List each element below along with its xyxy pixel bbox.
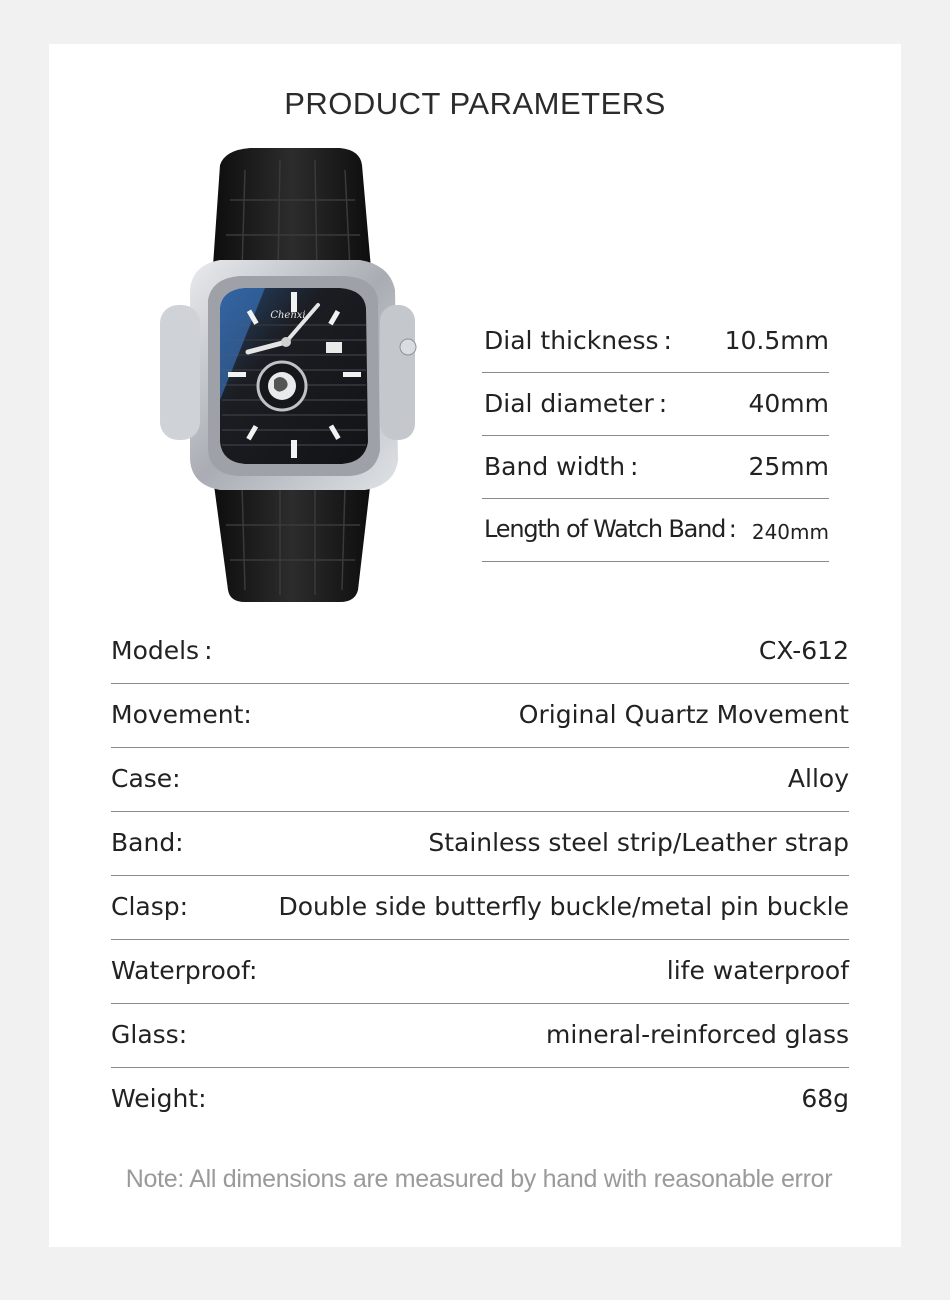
spec-label: Models : xyxy=(111,636,213,665)
dim-label: Band width : xyxy=(484,452,639,481)
spec-label: Glass: xyxy=(111,1020,188,1049)
spec-label: Waterproof: xyxy=(111,956,258,985)
spec-label: Movement: xyxy=(111,700,252,729)
spec-row-case xyxy=(111,748,849,812)
dimensions-list xyxy=(482,310,829,562)
spec-value: life waterproof xyxy=(666,956,849,985)
spec-value: Stainless steel strip/Leather strap xyxy=(428,828,849,857)
spec-value: mineral-reinforced glass xyxy=(546,1020,849,1049)
dim-row-dial-diameter xyxy=(482,373,829,436)
dim-label: Dial diameter : xyxy=(484,389,668,418)
dim-value: 10.5mm xyxy=(724,326,829,355)
spec-row-movement xyxy=(111,684,849,748)
spec-value: Double side butterfly buckle/metal pin buckle xyxy=(278,892,849,921)
spec-value: CX-612 xyxy=(758,636,849,665)
spec-label: Weight: xyxy=(111,1084,207,1113)
dim-row-band-length xyxy=(482,499,829,562)
dim-label: Dial thickness : xyxy=(484,326,672,355)
watch-brand-logo: Chenxi xyxy=(270,310,306,321)
dim-value: 240mm xyxy=(751,520,829,544)
dim-label: Length of Watch Band : xyxy=(484,515,736,543)
spec-value: Alloy xyxy=(787,764,849,793)
spec-row-clasp xyxy=(111,876,849,940)
spec-row-waterproof xyxy=(111,940,849,1004)
spec-label: Clasp: xyxy=(111,892,189,921)
spec-value: 68g xyxy=(801,1084,849,1113)
spec-label: Case: xyxy=(111,764,181,793)
dim-row-band-width xyxy=(482,436,829,499)
spec-row-models xyxy=(111,620,849,684)
measurement-note: Note: All dimensions are measured by hand with reasonable error xyxy=(125,1165,833,1193)
dim-value: 25mm xyxy=(748,452,829,481)
specs-table xyxy=(111,620,849,1132)
spec-label: Band: xyxy=(111,828,184,857)
spec-row-glass xyxy=(111,1004,849,1068)
spec-row-weight xyxy=(111,1068,849,1132)
dim-value: 40mm xyxy=(748,389,829,418)
spec-row-band xyxy=(111,812,849,876)
watch-product-photo xyxy=(150,140,425,610)
page-title: PRODUCT PARAMETERS xyxy=(284,86,666,121)
spec-value: Original Quartz Movement xyxy=(518,700,849,729)
dim-row-dial-thickness xyxy=(482,310,829,373)
